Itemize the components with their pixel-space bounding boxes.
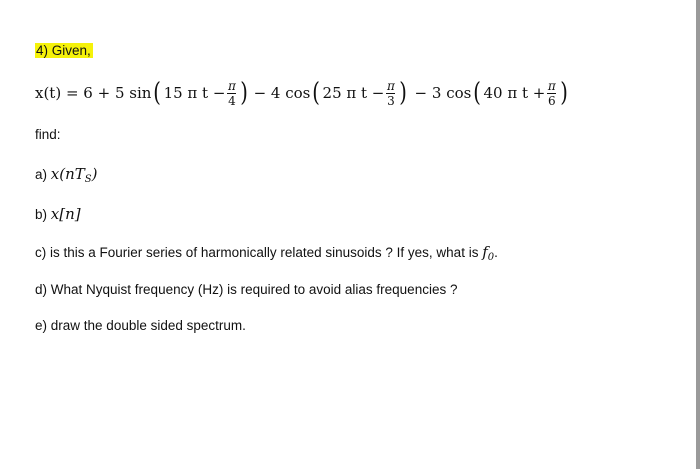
term3-operator: − 3 cos [414,84,472,102]
part-a-label: a) [35,167,48,182]
part-b [35,205,81,223]
part-c-tail: . [494,245,498,260]
part-e-text: draw the double sided spectrum. [50,318,246,333]
part-b-label: b) [35,207,48,222]
paren-close: ) [399,78,408,108]
part-a-math: $x(nT_S)$ [50,165,98,185]
fraction-denominator: 3 [387,93,395,108]
part-d-text: What Nyquist frequency (Hz) is required to avoid alias frequencies ? [50,282,458,297]
paren-open: ( [473,78,482,108]
fraction-numerator: π [547,78,556,93]
part-b-math: x[n] [50,205,81,223]
part-a [35,165,97,185]
part-e [35,318,246,333]
part-c [35,243,498,263]
part-d-label: d) [35,282,48,297]
page-edge-border [696,0,700,469]
paren-open: ( [312,78,321,108]
part-c-math: $f_0$ [482,243,495,263]
term2-operator: − 4 cos [253,84,311,102]
fraction-numerator: π [386,78,395,93]
term1-argument: 15 π t − [163,84,226,102]
term2-argument: 25 π t − [322,84,385,102]
paren-close: ) [560,78,569,108]
term1-phase-fraction [227,80,236,107]
fraction-denominator: 4 [228,93,236,108]
question-heading: 4) Given, [36,43,91,58]
given-equation [35,76,571,110]
part-e-label: e) [35,318,48,333]
term2-phase-fraction [386,80,395,107]
part-d [35,282,457,297]
equation-lhs: x(t) = 6 + 5 sin [35,84,152,102]
term3-argument: 40 π t + [483,84,546,102]
part-c-label: c) [35,245,47,260]
find-label: find: [35,127,61,142]
term3-phase-fraction [547,80,556,107]
fraction-denominator: 6 [548,93,556,108]
part-c-text: is this a Fourier series of harmonically related sinusoids ? If yes, what is [50,245,479,260]
paren-open: ( [153,78,162,108]
paren-close: ) [240,78,249,108]
fraction-numerator: π [227,78,236,93]
